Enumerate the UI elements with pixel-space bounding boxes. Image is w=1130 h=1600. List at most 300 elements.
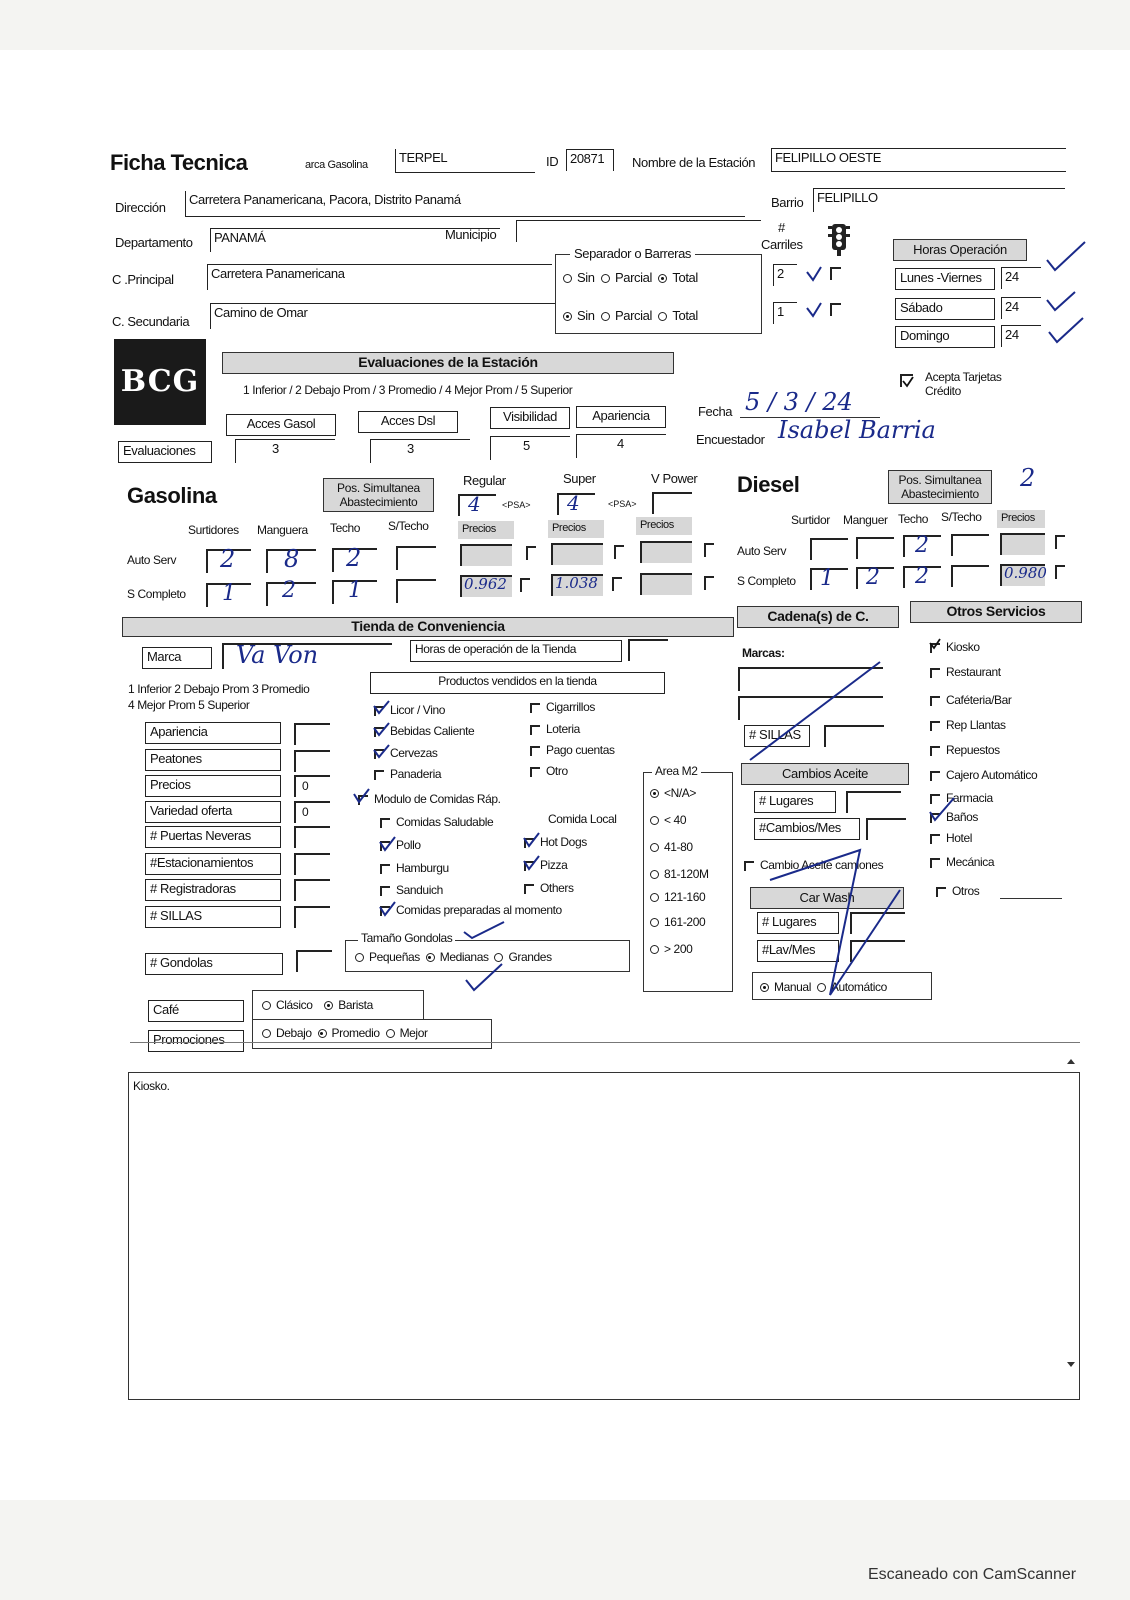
comida-hamburgu[interactable] — [380, 861, 449, 875]
gas-scompleto-flag-2[interactable] — [612, 577, 622, 591]
camscanner-watermark: Escaneado con CamScanner — [868, 1566, 1077, 1583]
gasolina-pos-simultanea-label — [323, 478, 434, 512]
vpower-psa-field[interactable] — [652, 492, 692, 514]
diesel-scompleto-stecho[interactable] — [951, 565, 989, 587]
diesel-scompleto-surtidor-value: 1 — [820, 566, 834, 591]
diesel-scompleto-manguer-value: 2 — [866, 565, 880, 590]
area-option-41-80-label: 41-80 — [664, 840, 693, 854]
otros-restaurant[interactable] — [930, 665, 1001, 679]
tienda-horas-label: Horas de operación de la Tienda — [410, 640, 622, 662]
horas-lunes-viernes-label: Lunes -Viernes — [895, 268, 995, 290]
sanduich-checkbox[interactable] — [380, 886, 390, 896]
cambios-aceite-title: Cambios Aceite — [741, 763, 909, 785]
area-option-41-80[interactable] — [650, 840, 693, 854]
modulo-comidas[interactable] — [358, 792, 501, 806]
comida-others[interactable] — [524, 881, 574, 895]
producto-pago[interactable] — [530, 743, 615, 757]
diesel-scompleto-precio[interactable] — [1000, 564, 1045, 586]
tienda-scale-1: 1 Inferior 2 Debajo Prom 3 Promedio — [128, 682, 310, 696]
otros-mecanica-label: Mecánica — [946, 855, 995, 869]
area-lt40-radio[interactable] — [650, 816, 659, 825]
separador-option-sin-2: Sin — [577, 308, 595, 323]
gas-autoserv-precio-super[interactable] — [551, 543, 603, 565]
area-option-81-120[interactable] — [650, 867, 709, 881]
gas-scompleto-label: S Completo — [127, 587, 186, 601]
metric-precios-field[interactable] — [294, 775, 330, 797]
handwritten-checkmarks — [462, 920, 522, 1000]
secundaria-field[interactable]: Camino de Omar — [210, 303, 555, 329]
handwritten-checkmarks — [1045, 240, 1090, 355]
nombre-estacion-field[interactable]: FELIPILLO OESTE — [771, 148, 1066, 172]
metric-variedad-field[interactable] — [294, 801, 330, 823]
area-title: Area M2 — [652, 764, 701, 778]
diesel-autoserv-surtidor[interactable] — [810, 538, 848, 560]
restaurant-checkbox[interactable] — [930, 668, 940, 678]
diesel-scompleto-techo[interactable] — [903, 566, 941, 588]
producto-bebidas-label: Bebidas Caliente — [390, 724, 475, 738]
gas-autoserv-techo[interactable] — [332, 544, 377, 572]
gas-scompleto-surtidores[interactable] — [206, 583, 251, 607]
horas-sabado-label: Sábado — [895, 298, 995, 320]
metric-registradoras-field[interactable] — [294, 879, 330, 901]
gasolina-pos-line-2: Abastecimiento — [339, 495, 418, 509]
tarjetas-check[interactable] — [900, 374, 913, 388]
direccion-label: Dirección — [115, 200, 166, 215]
metric-variedad-label: Variedad oferta — [145, 801, 281, 823]
producto-otro[interactable] — [530, 764, 568, 778]
tarjetas-label-1: Acepta Tarjetas — [925, 370, 1002, 384]
eval-acces-gasol-field[interactable]: 3 — [235, 439, 335, 463]
precios-super-label: Precios — [548, 520, 604, 538]
handwritten-checkmarks — [928, 796, 958, 829]
producto-cervezas-label: Cervezas — [390, 746, 438, 760]
separador-principal-sin-radio[interactable] — [563, 274, 572, 283]
hamburgu-checkbox[interactable] — [380, 864, 390, 874]
gas-scompleto-precio-super[interactable] — [551, 574, 603, 596]
barrio-field[interactable]: FELIPILLO — [813, 188, 1065, 212]
metric-sillas-label: # SILLAS — [145, 906, 281, 928]
gas-scompleto-manguera-value: 2 — [282, 578, 296, 603]
carriles-principal-field[interactable]: 2 — [773, 264, 797, 286]
separador-secundaria-total-radio[interactable] — [658, 312, 667, 321]
otros-otros[interactable] — [936, 884, 979, 898]
promo-debajo-radio[interactable] — [262, 1029, 271, 1038]
diesel-title: Diesel — [737, 472, 800, 497]
marca-gasolina-field[interactable]: TERPEL — [395, 149, 535, 173]
tienda-scale-2: 4 Mejor Prom 5 Superior — [128, 698, 250, 712]
promociones-label: Promociones — [148, 1030, 244, 1052]
precios-regular-label: Precios — [458, 521, 514, 539]
separador-principal-options[interactable] — [563, 270, 698, 285]
eval-visibilidad-label: Visibilidad — [490, 407, 570, 429]
precios-vpower-label: Precios — [636, 517, 692, 535]
gasolina-title: Gasolina — [127, 483, 217, 508]
carwash-option-automatico: Automático — [830, 980, 887, 994]
gondolas-title: Tamaño Gondolas — [358, 931, 455, 945]
comidas-preparadas-label: Comidas preparadas al momento — [396, 903, 562, 917]
id-field[interactable]: 20871 — [566, 149, 614, 171]
diesel-autoserv-flag[interactable] — [1055, 535, 1065, 549]
nombre-estacion-label: Nombre de la Estación — [632, 155, 756, 170]
departamento-field[interactable]: PANAMÁ — [210, 228, 500, 252]
municipio-field[interactable] — [516, 220, 761, 242]
fuel-super-label: Super — [563, 471, 596, 486]
otros-checkbox[interactable] — [936, 887, 946, 897]
comida-pizza-label: Pizza — [540, 858, 568, 872]
diesel-autoserv-label: Auto Serv — [737, 544, 787, 558]
marca-gasolina-label: arca Gasolina — [305, 159, 368, 171]
otros-cajero-label: Cajero Automático — [946, 768, 1038, 782]
regular-psa-label: <PSA> — [502, 500, 531, 510]
kiosko-check-mark — [928, 637, 942, 656]
horas-domingo-field[interactable]: 24 — [1001, 325, 1041, 347]
otros-llantas-label: Rep Llantas — [946, 718, 1006, 732]
llantas-checkbox[interactable] — [930, 721, 940, 731]
eval-apariencia-label: Apariencia — [576, 406, 666, 428]
gondola-medianas-radio[interactable] — [426, 953, 435, 962]
gas-scompleto-techo[interactable] — [332, 580, 377, 604]
gas-autoserv-flag-2[interactable] — [614, 545, 624, 559]
gas-autoserv-surtidores[interactable] — [206, 545, 251, 573]
bcg-logo: BCG — [114, 339, 206, 425]
check-mark-icon — [805, 300, 845, 325]
metric-peatones-field[interactable] — [294, 750, 330, 772]
id-label: ID — [546, 154, 559, 169]
gas-scompleto-flag-3[interactable] — [704, 576, 714, 590]
eval-acces-gasol-label: Acces Gasol — [226, 414, 336, 436]
metric-precios-label: Precios — [145, 775, 281, 797]
area-option-na[interactable] — [650, 786, 696, 800]
scroll-down-arrow-icon[interactable] — [1067, 1362, 1075, 1367]
productos-title: Productos vendidos en la tienda — [370, 672, 665, 694]
gas-autoserv-manguera[interactable] — [266, 545, 316, 573]
traffic-light-icon — [826, 222, 852, 261]
carriles-label: Carriles — [761, 237, 803, 252]
diesel-autoserv-techo-value: 2 — [915, 533, 929, 558]
metric-estacionamientos-label: #Estacionamientos — [145, 853, 281, 875]
carwash-lugares-label: # Lugares — [757, 912, 839, 934]
area-option-121-160[interactable] — [650, 890, 705, 904]
fuel-regular-label: Regular — [463, 473, 506, 488]
metric-puertas-field[interactable] — [294, 826, 330, 848]
otros-kiosko-label: Kiosko — [946, 640, 980, 654]
comida-pollo-label: Pollo — [396, 838, 421, 852]
gas-autoserv-precio-vpower[interactable] — [640, 541, 692, 563]
tienda-title: Tienda de Conveniencia — [122, 617, 734, 637]
separador-option-total-2: Total — [672, 308, 698, 323]
otros-otros-label: Otros — [952, 884, 980, 898]
metric-variedad-value: 0 — [302, 805, 309, 819]
comida-saludable[interactable] — [380, 815, 493, 829]
comidas-preparadas[interactable] — [380, 903, 562, 917]
gondolas-options[interactable] — [355, 950, 552, 964]
producto-licor-label: Licor / Vino — [390, 703, 446, 717]
regular-psa-field[interactable] — [458, 494, 496, 516]
cadena-title: Cadena(s) de C. — [737, 606, 899, 628]
promo-option-mejor: Mejor — [399, 1026, 428, 1040]
diesel-autoserv-precio[interactable] — [1000, 533, 1045, 555]
separador-option-sin: Sin — [577, 270, 595, 285]
area-option-gt200-label: > 200 — [664, 942, 693, 956]
comida-hamburgu-label: Hamburgu — [396, 861, 449, 875]
saludable-checkbox[interactable] — [380, 818, 390, 828]
carwash-lav-mes-label: #Lav/Mes — [757, 940, 839, 962]
comments-scrollbar[interactable] — [1065, 1043, 1077, 1395]
area-41-80-radio[interactable] — [650, 843, 659, 852]
area-na-radio[interactable] — [650, 789, 659, 798]
gas-scompleto-precio-super-value: 1.038 — [555, 574, 598, 592]
cafe-label: Café — [148, 1000, 244, 1022]
handwritten-checkmarks — [352, 788, 372, 813]
gas-autoserv-precio-regular[interactable] — [460, 544, 512, 566]
diesel-scompleto-label: S Completo — [737, 574, 796, 588]
tarjetas-label-2: Crédito — [925, 384, 961, 398]
direccion-field[interactable]: Carretera Panamericana, Pacora, Distrito Panamá — [185, 191, 745, 217]
others-checkbox[interactable] — [524, 884, 534, 894]
page-title: Ficha Tecnica — [110, 150, 248, 175]
eval-apariencia-field[interactable]: 4 — [576, 434, 666, 458]
gas-scompleto-precio-regular[interactable] — [460, 575, 512, 597]
producto-loteria[interactable] — [530, 722, 580, 736]
diesel-autoserv-stecho[interactable] — [951, 534, 989, 556]
metric-puertas-label: # Puertas Neveras — [145, 826, 281, 848]
gas-scompleto-manguera[interactable] — [266, 578, 316, 606]
otros-restaurant-label: Restaurant — [946, 665, 1001, 679]
promo-promedio-radio[interactable] — [318, 1029, 327, 1038]
cambio-camiones-label: Cambio Aceite camiones — [760, 858, 884, 872]
fecha-value[interactable]: 5 / 3 / 24 — [745, 388, 853, 416]
area-121-160-radio[interactable] — [650, 893, 659, 902]
area-gt200-radio[interactable] — [650, 945, 659, 954]
gondola-option-medianas: Medianas — [439, 950, 489, 964]
metric-precios-value: 0 — [302, 779, 309, 793]
repuestos-checkbox[interactable] — [930, 746, 940, 756]
area-161-200-radio[interactable] — [650, 918, 659, 927]
cafeteria-checkbox[interactable] — [930, 696, 940, 706]
barrio-label: Barrio — [771, 195, 804, 210]
comida-others-label: Others — [540, 881, 574, 895]
metric-gondolas-label: # Gondolas — [145, 953, 283, 975]
departamento-label: Departamento — [115, 235, 193, 250]
cigarrillos-checkbox[interactable] — [530, 703, 540, 713]
cafe-option-barista: Barista — [338, 998, 373, 1012]
area-option-161-200[interactable] — [650, 915, 705, 929]
producto-pago-label: Pago cuentas — [546, 743, 615, 757]
gondola-option-pequenas: Pequeñas — [369, 950, 420, 964]
principal-label: C .Principal — [112, 272, 174, 287]
metric-registradoras-label: # Registradoras — [145, 879, 281, 901]
comida-local-label: Comida Local — [548, 812, 617, 826]
producto-otro-label: Otro — [546, 764, 568, 778]
separador-title: Separador o Barreras — [570, 246, 695, 261]
diesel-col-stecho: S/Techo — [941, 510, 982, 524]
diesel-col-precios: Precios — [997, 510, 1045, 528]
regular-psa-value: 4 — [468, 492, 481, 516]
col-techo: Techo — [330, 521, 361, 535]
comida-hotdogs-label: Hot Dogs — [540, 835, 587, 849]
comments-top-rule — [130, 1042, 1080, 1043]
otro-checkbox[interactable] — [530, 767, 540, 777]
check-mark-icon — [805, 264, 845, 289]
producto-cigarrillos-label: Cigarrillos — [546, 700, 595, 714]
fecha-label: Fecha — [698, 404, 733, 419]
super-psa-field[interactable] — [557, 493, 595, 515]
gondola-pequenas-radio[interactable] — [355, 953, 364, 962]
evaluaciones-title: Evaluaciones de la Estación — [222, 352, 674, 374]
gondola-option-grandes: Grandes — [508, 950, 552, 964]
gas-autoserv-flag-1[interactable] — [526, 546, 536, 560]
promo-mejor-radio[interactable] — [386, 1029, 395, 1038]
separador-principal-parcial-radio[interactable] — [601, 274, 610, 283]
carriles-secundaria-field[interactable]: 1 — [773, 302, 797, 324]
otros-cajero[interactable] — [930, 768, 1037, 782]
eval-acces-dsl-field[interactable]: 3 — [370, 439, 470, 463]
gas-scompleto-stecho[interactable] — [396, 579, 436, 603]
gas-autoserv-techo-value: 2 — [346, 544, 362, 572]
separador-principal-total-radio[interactable] — [658, 274, 667, 283]
eval-acces-dsl-label: Acces Dsl — [358, 411, 458, 433]
diesel-scompleto-precio-value: 0.980 — [1004, 564, 1047, 582]
separador-option-parcial-2: Parcial — [615, 308, 652, 323]
diesel-scompleto-manguer[interactable] — [856, 567, 894, 589]
separador-secundaria-parcial-radio[interactable] — [601, 312, 610, 321]
eval-visibilidad-field[interactable]: 5 — [490, 436, 570, 460]
evaluaciones-label: Evaluaciones — [118, 441, 212, 463]
comments-box[interactable] — [128, 1072, 1080, 1400]
diesel-pos-value[interactable]: 2 — [1020, 464, 1036, 492]
cajero-checkbox[interactable] — [930, 771, 940, 781]
producto-loteria-label: Loteria — [546, 722, 580, 736]
cadena-sillas-label: # SILLAS — [744, 725, 810, 747]
area-option-161-200-label: 161-200 — [664, 915, 706, 929]
producto-panaderia-label: Panaderia — [390, 767, 442, 781]
tienda-marca-value: Va Von — [236, 641, 319, 669]
handwritten-checkmarks — [372, 700, 392, 773]
fuel-vpower-label: V Power — [651, 471, 698, 486]
otros-repuestos[interactable] — [930, 743, 1000, 757]
tienda-marca-field[interactable] — [222, 643, 392, 669]
horas-operacion-title: Horas Operación — [893, 239, 1027, 261]
gas-autoserv-stecho[interactable] — [396, 546, 436, 570]
cafe-clasico-radio[interactable] — [262, 1001, 271, 1010]
cambios-mes-label: #Cambios/Mes — [754, 818, 860, 840]
municipio-label: Municipio — [445, 227, 497, 242]
comida-saludable-label: Comidas Saludable — [396, 815, 494, 829]
otros-cafeteria[interactable] — [930, 693, 1012, 707]
diesel-scompleto-techo-value: 2 — [915, 564, 929, 589]
horas-sabado-field[interactable]: 24 — [1001, 297, 1041, 319]
metric-estacionamientos-field[interactable] — [294, 853, 330, 875]
separador-option-parcial: Parcial — [615, 270, 652, 285]
metric-sillas-field[interactable] — [294, 906, 330, 928]
gas-autoserv-surtidores-value: 2 — [220, 545, 236, 573]
promociones-options[interactable] — [262, 1026, 428, 1040]
horas-domingo-label: Domingo — [895, 326, 995, 348]
otros-hotel[interactable] — [930, 831, 972, 845]
diesel-pos-line-1: Pos. Simultanea — [898, 473, 982, 487]
col-surtidores: Surtidores — [188, 523, 239, 537]
cafe-barista-radio[interactable] — [324, 1001, 333, 1010]
promo-option-debajo: Debajo — [276, 1026, 312, 1040]
handwritten-strike-lines — [740, 650, 930, 1015]
carriles-hash: # — [778, 220, 785, 235]
loteria-checkbox[interactable] — [530, 725, 540, 735]
handwritten-checkmarks — [522, 832, 542, 881]
diesel-col-manguer: Manguer — [843, 513, 888, 527]
comida-sanduich[interactable] — [380, 883, 443, 897]
super-psa-value: 4 — [567, 491, 580, 515]
mecanica-checkbox[interactable] — [930, 858, 940, 868]
handwritten-checkmarks — [378, 901, 398, 926]
gas-scompleto-precio-regular-value: 0.962 — [464, 575, 507, 593]
diesel-pos-simultanea-label — [888, 470, 992, 504]
diesel-scompleto-surtidor[interactable] — [810, 568, 848, 590]
area-option-121-160-label: 121-160 — [664, 890, 706, 904]
otros-farmacia-label: Farmacia — [946, 791, 993, 805]
diesel-scompleto-flag[interactable] — [1055, 565, 1065, 579]
handwritten-checkmarks — [378, 836, 398, 861]
metric-gondolas-field[interactable] — [296, 950, 332, 972]
metric-apariencia-field[interactable] — [294, 723, 330, 745]
col-stecho: S/Techo — [388, 519, 429, 533]
gas-autoserv-manguera-value: 8 — [284, 545, 300, 573]
area-option-na-label: <N/A> — [664, 786, 697, 800]
producto-cigarrillos[interactable] — [530, 700, 595, 714]
carwash-option-manual: Manual — [774, 980, 811, 994]
diesel-autoserv-manguer[interactable] — [856, 537, 894, 559]
area-group — [643, 772, 733, 992]
encuestador-value[interactable]: Isabel Barria — [778, 416, 936, 444]
gas-scompleto-precio-vpower[interactable] — [640, 573, 692, 595]
pago-cuentas-checkbox[interactable] — [530, 746, 540, 756]
gas-scompleto-flag-1[interactable] — [520, 578, 530, 592]
otros-llantas[interactable] — [930, 718, 1006, 732]
area-option-gt200[interactable] — [650, 942, 692, 956]
scroll-up-arrow-icon[interactable] — [1067, 1059, 1075, 1064]
super-psa-label: <PSA> — [608, 499, 637, 509]
tienda-horas-field[interactable] — [628, 639, 668, 661]
tarjetas-checkbox[interactable] — [900, 374, 913, 387]
modulo-label: Modulo de Comidas Ráp. — [374, 792, 501, 806]
evaluaciones-scale: 1 Inferior / 2 Debajo Prom / 3 Promedio / 4 Mejor Prom / 5 Superior — [243, 383, 573, 397]
gas-autoserv-label: Auto Serv — [127, 553, 177, 567]
area-81-120-radio[interactable] — [650, 870, 659, 879]
cafe-options[interactable] — [262, 998, 373, 1012]
tienda-marca-label: Marca — [142, 647, 212, 669]
otros-cafeteria-label: Caféteria/Bar — [946, 693, 1012, 707]
otros-hotel-label: Hotel — [946, 831, 973, 845]
horas-lunes-viernes-field[interactable]: 24 — [1001, 267, 1041, 289]
separador-option-total: Total — [672, 270, 698, 285]
otros-title: Otros Servicios — [910, 601, 1082, 623]
promo-option-promedio: Promedio — [331, 1026, 380, 1040]
cafe-option-clasico: Clásico — [276, 998, 313, 1012]
diesel-autoserv-techo[interactable] — [903, 535, 941, 557]
metric-peatones-label: Peatones — [145, 749, 281, 771]
otros-banos-label: Baños — [946, 810, 979, 824]
area-option-lt40-label: < 40 — [664, 813, 687, 827]
separador-secundaria-sin-radio[interactable] — [563, 312, 572, 321]
hotel-checkbox[interactable] — [930, 834, 940, 844]
area-option-lt40[interactable] — [650, 813, 686, 827]
otros-mecanica[interactable] — [930, 855, 994, 869]
area-option-81-120-label: 81-120M — [664, 867, 709, 881]
separador-secundaria-options[interactable] — [563, 308, 698, 323]
secundaria-label: C. Secundaria — [112, 314, 190, 329]
gas-autoserv-flag-3[interactable] — [704, 543, 714, 557]
metric-apariencia-label: Apariencia — [145, 722, 281, 744]
principal-field[interactable]: Carretera Panamericana — [207, 264, 552, 290]
